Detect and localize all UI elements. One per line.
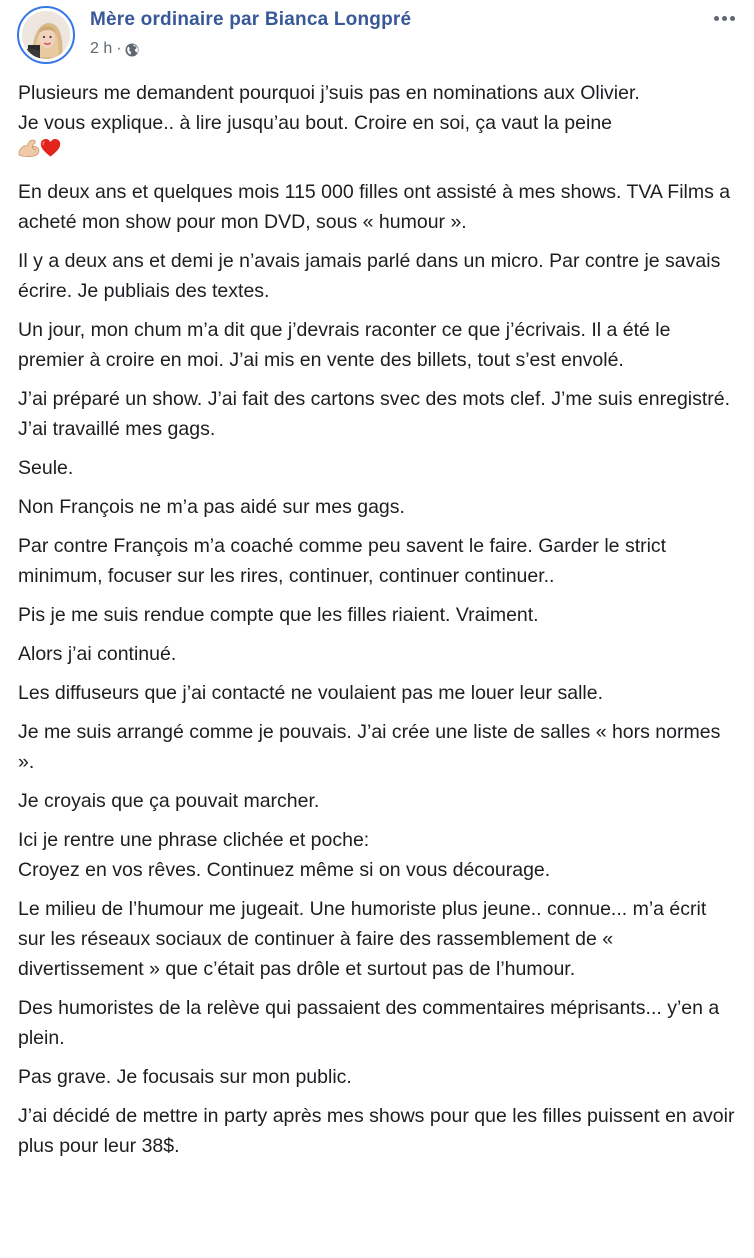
post-paragraph: Un jour, mon chum m’a dit que j’devrais raconter ce que j’écrivais. Il a été le premier à croire en moi. J’ai mis en vente des billets, tout s’est envolé. — [18, 319, 671, 371]
post-meta — [90, 40, 139, 58]
post-paragraph: Il y a deux ans et demi je n’avais jamais parlé dans un micro. Par contre je savais écrire. Je publiais des textes. — [18, 250, 721, 302]
post-paragraph: En deux ans et quelques mois 115 000 filles ont assisté à mes shows. TVA Films a acheté mon show pour mon DVD, sous « humour ». — [18, 181, 731, 233]
post-paragraph: J’ai décidé de mettre in party après mes shows pour que les filles puissent en avoir plus pour leur 38$. — [18, 1105, 735, 1157]
post-paragraph: Je me suis arrangé comme je pouvais. J’ai crée une liste de salles « hors normes ». — [18, 721, 721, 773]
post-paragraph: Alors j’ai continué. — [18, 643, 177, 665]
post-paragraph: Pis je me suis rendue compte que les filles riaient. Vraiment. — [18, 604, 539, 626]
post-paragraph: Par contre François m’a coaché comme peu savent le faire. Garder le strict minimum, focuser sur les rires, continuer, continuer continuer.. — [18, 535, 667, 587]
post-timestamp[interactable]: 2 h — [90, 40, 113, 57]
more-options-icon[interactable] — [708, 8, 740, 28]
red-heart-icon — [40, 137, 61, 167]
post-paragraph: Je croyais que ça pouvait marcher. — [18, 790, 320, 812]
post-paragraph: Les diffuseurs que j’ai contacté ne voulaient pas me louer leur salle. — [18, 682, 603, 704]
post-paragraph: Des humoristes de la relève qui passaient des commentaires méprisants... y’en a plein. — [18, 997, 720, 1049]
avatar-photo — [22, 11, 70, 59]
post-paragraph: Non François ne m’a pas aidé sur mes gags. — [18, 496, 405, 518]
post-paragraph: Pas grave. Je focusais sur mon public. — [18, 1066, 352, 1088]
post-paragraph: J’ai préparé un show. J’ai fait des cartons svec des mots clef. J’me suis enregistré. J’ai travaillé mes gags. — [18, 388, 731, 440]
post-body — [18, 78, 736, 1170]
page-name-link[interactable]: Mère ordinaire par Bianca Longpré — [90, 9, 412, 30]
post-paragraph: Plusieurs me demandent pourquoi j’suis pas en nominations aux Olivier. Je vous explique.. à lire jusqu’au bout. Croire en soi, ça vaut la peine — [18, 78, 736, 168]
flexed-biceps-icon — [18, 137, 40, 167]
post-paragraph: Ici je rentre une phrase clichée et poche: Croyez en vos rêves. Continuez même si on vous décourage. — [18, 829, 551, 881]
post-paragraph: Seule. — [18, 457, 74, 479]
post-header — [0, 0, 754, 74]
avatar-image-icon — [22, 11, 70, 59]
meta-separator: · — [116, 40, 122, 57]
post-paragraph: Le milieu de l’humour me jugeait. Une humoriste plus jeune.. connue... m’a écrit sur les réseaux sociaux de continuer à faire des rassemblement de « divertissement » que c’était pas drôle et surtout pas de l’humour. — [18, 898, 707, 980]
globe-icon[interactable] — [125, 43, 139, 57]
avatar[interactable] — [17, 6, 75, 64]
